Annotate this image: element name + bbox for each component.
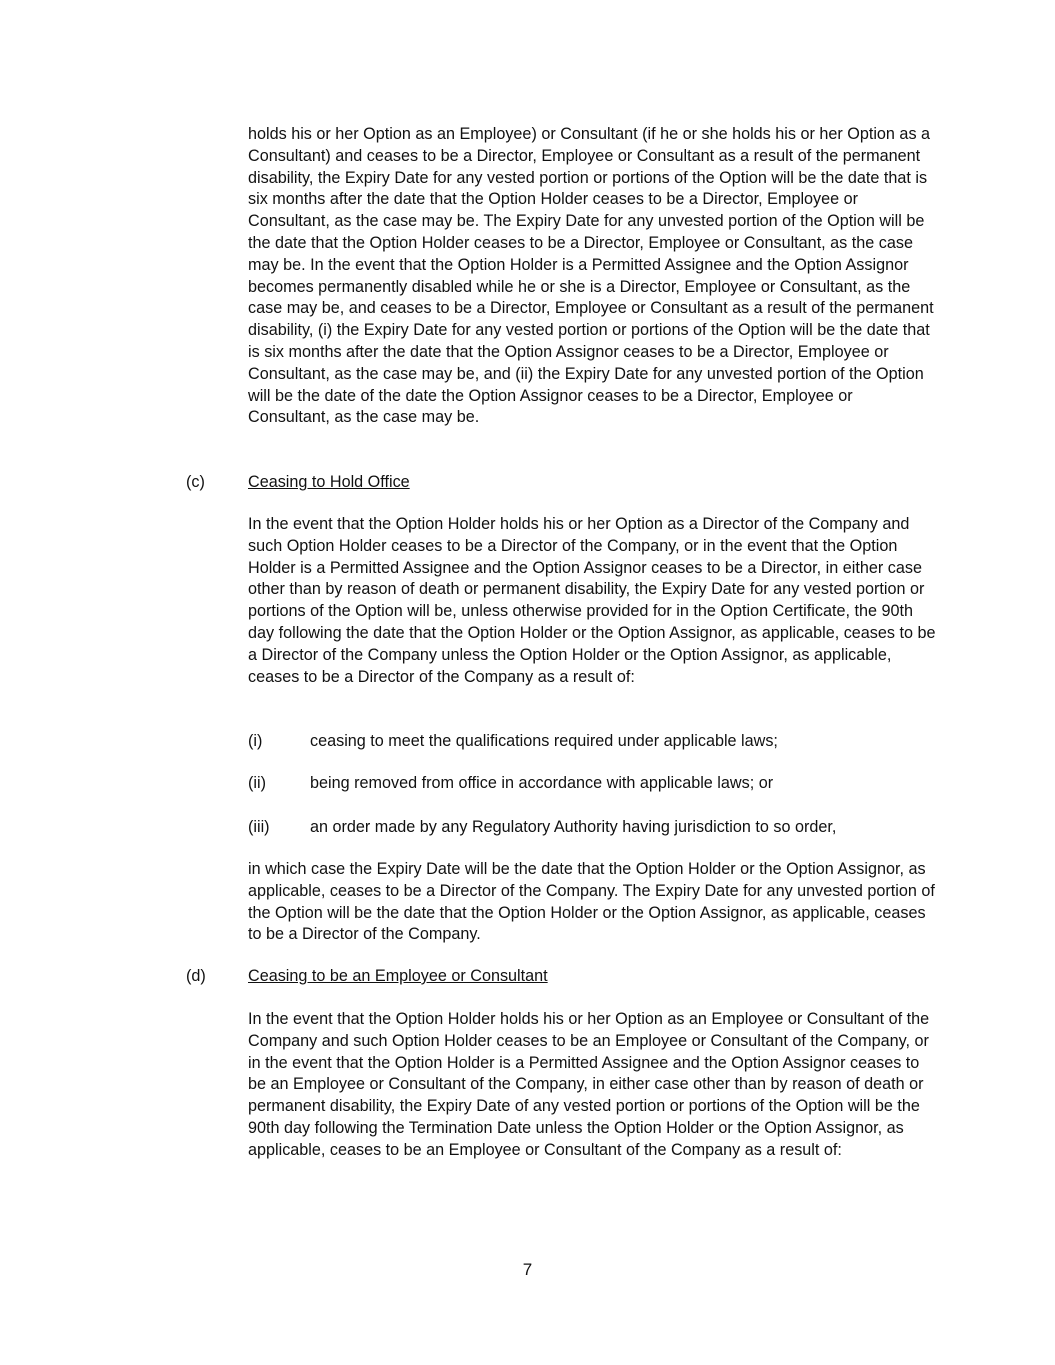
list-item-text: ceasing to meet the qualifications required under applicable laws; [310,732,778,750]
section-d-body: In the event that the Option Holder holds his or her Option as an Employee or Consultant of the Company and such Option Holder ceases to be an Employee or Consultant of the Company, or in the event that the Option Holder is a Permitted Assignee and the Option Assignor ceases to be an Employee or Consultant of the Company, in either case other than by reason of death or permanent disability, the Expiry Date of any vested portion or portions of the Option will be the 90th day following the Termination Date unless the Option Holder or the Option Assignor, as applicable, ceases to be an Employee or Consultant of the Company as a result of: [248,1010,930,1159]
page-number: 7 [522,1260,533,1279]
list-item-number: (i) [248,732,263,750]
section-c-closing: in which case the Expiry Date will be the date that the Option Holder or the Option Assignor, as applicable, ceases to be a Director of the Company. The Expiry Date for any unvested portion of the Option will be the date that the Option Holder or the Option Assignor, as applicable, ceases to be a Director of the Company. [248,860,935,944]
list-item-text: an order made by any Regulatory Authority having jurisdiction to so order, [310,818,837,836]
section-c-title: Ceasing to Hold Office [248,473,410,491]
section-d-number: (d) [186,967,206,985]
section-d-title: Ceasing to be an Employee or Consultant [248,967,548,985]
section-c-body: In the event that the Option Holder holds his or her Option as a Director of the Company and such Option Holder ceases to be a Director of the Company, or in the event that the Option Holder is a Permitted Assignee and the Option Assignor ceases to be a Director, in either case other than by reason of death or permanent disability, the Expiry Date for any vested portion or portions of the Option will be, unless otherwise provided for in the Option Certificate, the 90th day following the date that the Option Holder or the Option Assignor, as applicable, ceases to be a Director of the Company unless the Option Holder or the Option Assignor, as applicable, ceases to be a Director of the Company as a result of: [248,515,936,686]
paragraph-permanent-disability: holds his or her Option as an Employee) or Consultant (if he or she holds his or her Option as a Consultant) and ceases to be a Director, Employee or Consultant as a result of the permanent disability, the Expiry Date for any vested portion or portions of the Option will be the date that is six months after the date that the Option Holder ceases to be a Director, Employee or Consultant, as the case may be. The Expiry Date for any unvested portion of the Option will be the date that the Option Holder ceases to be a Director, Employee or Consultant, as the case may be. In the event that the Option Holder is a Permitted Assignee and the Option Assignor becomes permanently disabled while he or she is a Director, Employee or Consultant, as the case may be, and ceases to be a Director, Employee or Consultant as a result of the permanent disability, (i) the Expiry Date for any vested portion or portions of the Option will be the date that is six months after the date that the Option Assignor ceases to be a Director, Employee or Consultant, as the case may be, and (ii) the Expiry Date for any unvested portion of the Option will be the date of the date the Option Assignor ceases to be a Director, Employee or Consultant, as the case may be. [248,125,934,427]
section-c-number: (c) [186,473,205,491]
list-item-text: being removed from office in accordance with applicable laws; or [310,774,774,792]
list-item-number: (iii) [248,818,270,836]
list-item-number: (ii) [248,774,266,792]
